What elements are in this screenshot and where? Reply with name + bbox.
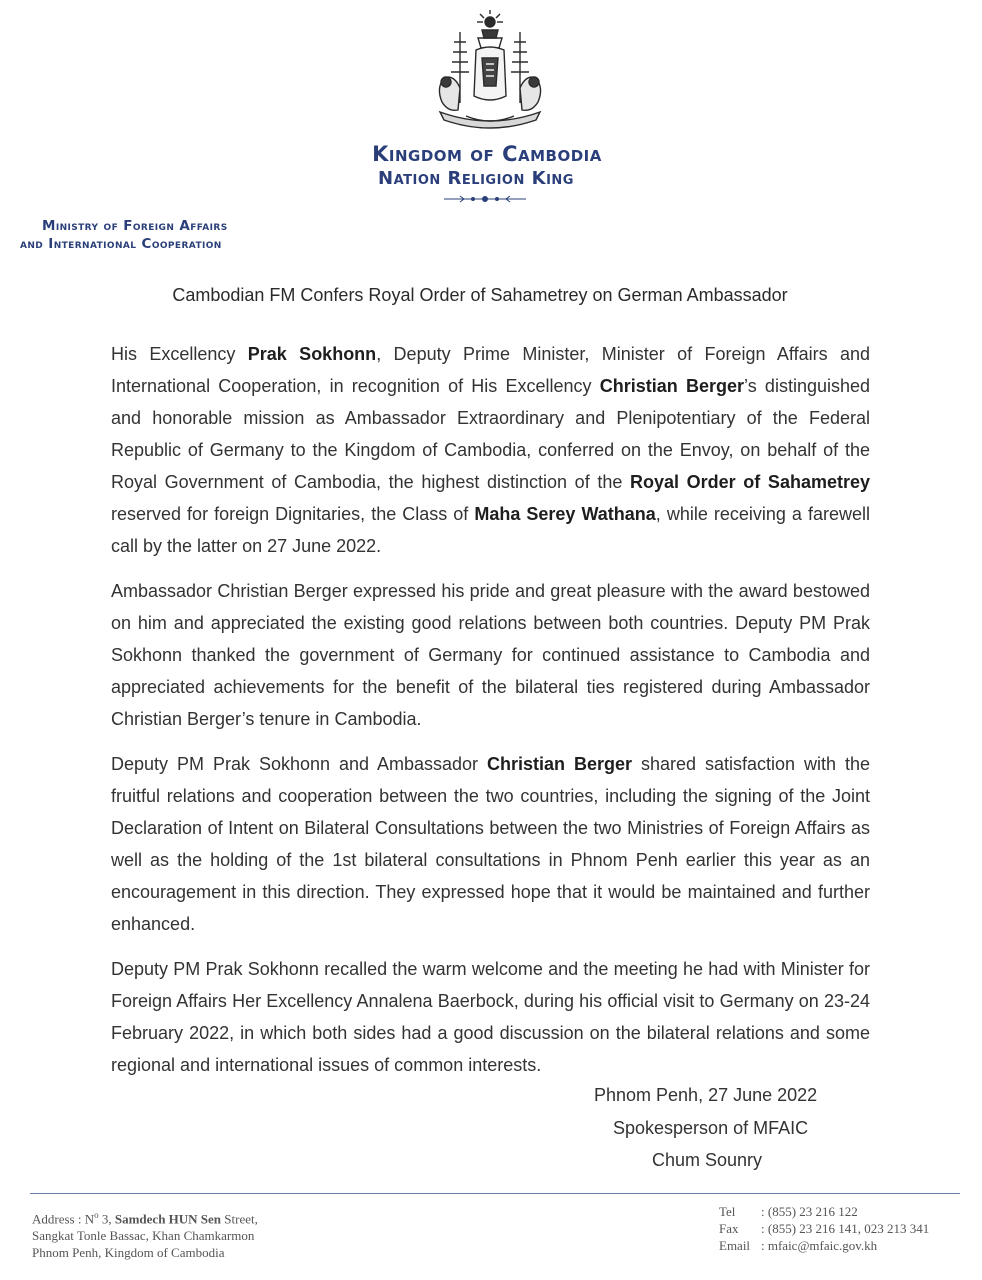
address-line-2: Sangkat Tonle Bassac, Khan Chamkarmon <box>32 1228 255 1244</box>
text-run: , Deputy Prime Minister, Minister of Foreign Affairs and International Cooperation, in recognition of His Excellency <box>111 344 870 396</box>
press-release-title: Cambodian FM Confers Royal Order of Sahametrey on German Ambassador <box>172 285 788 305</box>
tel-line <box>719 1203 929 1220</box>
fax-label: Fax <box>719 1221 739 1236</box>
tel-label: Tel <box>719 1204 736 1219</box>
paragraph-3 <box>111 748 870 940</box>
ministry-name-line-1: Ministry of Foreign Affairs <box>42 218 228 234</box>
bold-name: Prak Sokhonn <box>247 344 377 364</box>
text-run: reserved for foreign Dignitaries, the Class of <box>111 504 475 524</box>
text-run: His Excellency <box>111 344 248 364</box>
address-label: Address : N <box>32 1211 95 1227</box>
bold-order-name: Royal Order of Sahametrey <box>630 472 870 492</box>
address-street-bold: Samdech HUN Sen <box>114 1211 222 1227</box>
address-line-3: Phnom Penh, Kingdom of Cambodia <box>32 1245 225 1261</box>
text-run: ’s distinguished and honorable mission as Ambassador Extraordinary and Plenipotentiary of the Federal Republic of Germany to the Kingdom of Cambodia, conferred on the Envoy, on behalf of the Royal Government of Cambodia, the highest distinction of the <box>111 376 871 492</box>
ornament-divider <box>440 192 530 206</box>
tel-value: : (855) 23 216 122 <box>761 1204 858 1219</box>
address-superscript: o <box>94 1210 99 1220</box>
address-line-1 <box>32 1207 258 1227</box>
motto-heading: Nation Religion King <box>378 168 574 189</box>
footer-divider <box>30 1193 960 1194</box>
fax-line <box>719 1220 929 1237</box>
fax-value: : (855) 23 216 141, 023 213 341 <box>761 1221 930 1236</box>
signature-office: Spokesperson of MFAIC <box>613 1118 809 1138</box>
email-label: Email <box>719 1238 751 1253</box>
paragraph-1 <box>111 338 870 562</box>
address-number: 3, <box>98 1211 115 1227</box>
signature-place-date: Phnom Penh, 27 June 2022 <box>594 1085 818 1105</box>
text-run: shared satisfaction with the fruitful relations and cooperation between the two countries, including the signing of the Joint Declaration of Intent on Bilateral Consultations between the two Ministries of Foreign Affairs as well as the holding of the 1st bilateral consultations in Phnom Penh earlier this year as an encouragement in this direction. They expressed hope that it would be maintained and further enhanced. <box>111 754 870 934</box>
kingdom-heading: Kingdom of Cambodia <box>372 142 602 166</box>
bold-name: Christian Berger <box>487 754 633 774</box>
text-run: , while receiving a farewell call by the latter on 27 June 2022. <box>111 504 870 556</box>
email-value: : mfaic@mfaic.gov.kh <box>761 1238 878 1253</box>
paragraph-4: Deputy PM Prak Sokhonn recalled the warm welcome and the meeting he had with Minister for Foreign Affairs Her Excellency Annalena Baerbock, during his official visit to Germany on 23-24 February 2022, in which both sides had a good discussion on the bilateral relations and some regional and international issues of common interests. <box>111 959 870 1075</box>
royal-coat-of-arms-emblem <box>420 8 560 136</box>
bold-name: Christian Berger <box>599 376 745 396</box>
text-run: Deputy PM Prak Sokhonn and Ambassador <box>111 754 487 774</box>
address-street-rest: Street, <box>221 1211 258 1227</box>
bold-class-name: Maha Serey Wathana <box>474 504 656 524</box>
email-line <box>719 1237 929 1254</box>
footer-address <box>32 1207 258 1261</box>
paragraph-2: Ambassador Christian Berger expressed his pride and great pleasure with the award bestowed on him and appreciated the existing good relations between both countries. Deputy PM Prak Sokhonn thanked the government of Germany for continued assistance to Cambodia and appreciated achievements for the benefit of the bilateral ties registered during Ambassador Christian Berger’s tenure in Cambodia. <box>111 581 870 729</box>
footer-contact <box>719 1203 929 1254</box>
press-release-body <box>111 338 870 1094</box>
signature-name: Chum Sounry <box>652 1150 763 1170</box>
ministry-name-line-2: and International Cooperation <box>20 236 222 252</box>
